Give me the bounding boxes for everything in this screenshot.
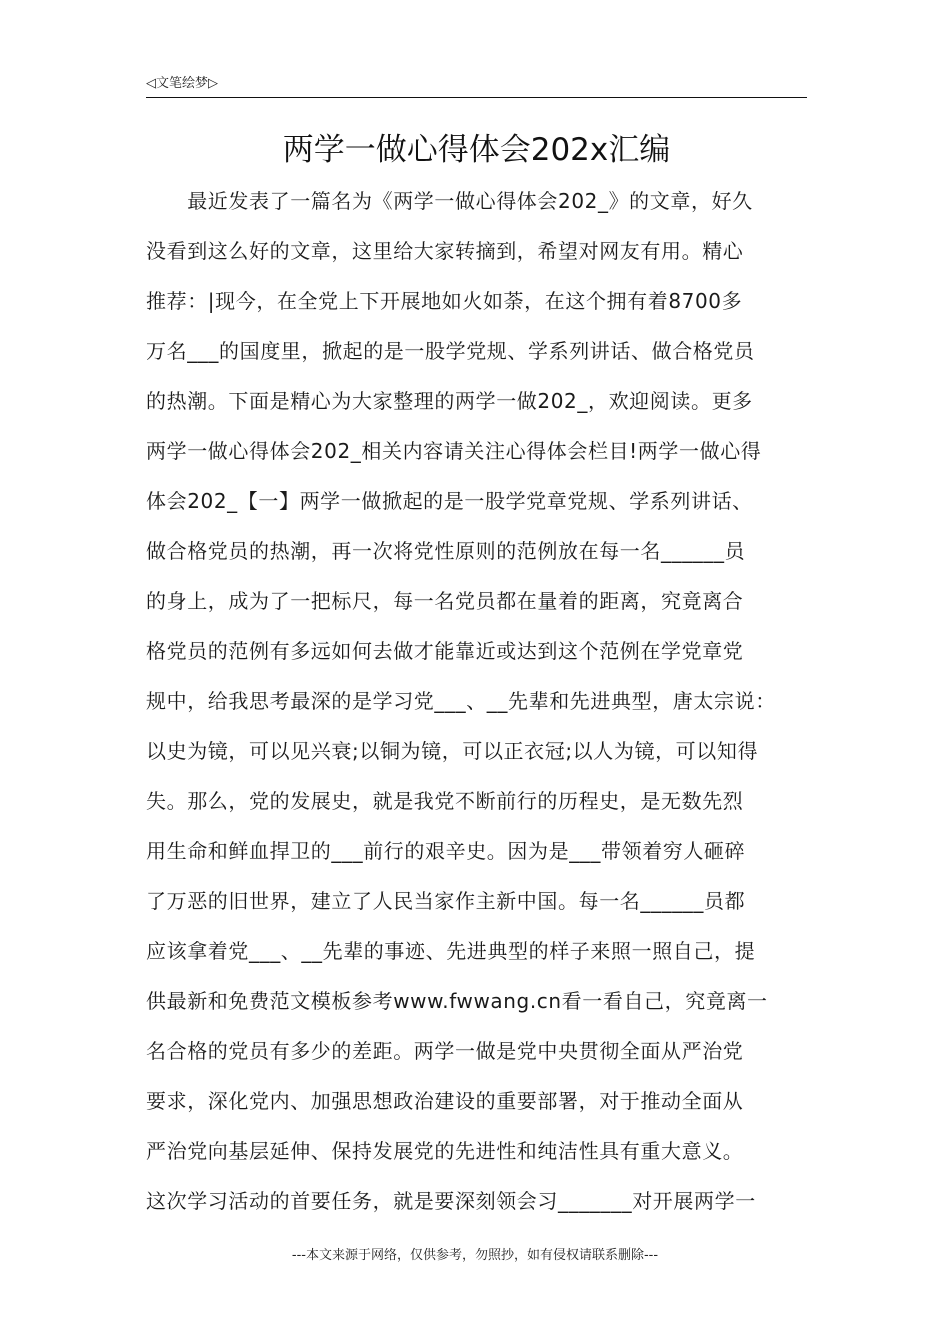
body-line: 最近发表了一篇名为《两学一做心得体会202_》的文章，好久 xyxy=(146,189,753,213)
body-line: 了万恶的旧世界，建立了人民当家作主新中国。每一名______员都 xyxy=(146,889,746,913)
body-line: 万名___的国度里，掀起的是一股学党规、学系列讲话、做合格党员 xyxy=(146,339,755,363)
body-line: 要求，深化党内、加强思想政治建设的重要部署，对于推动全面从 xyxy=(146,1089,744,1113)
body-line: 的热潮。下面是精心为大家整理的两学一做202_，欢迎阅读。更多 xyxy=(146,389,753,413)
body-line: 严治党向基层延伸、保持发展党的先进性和纯洁性具有重大意义。 xyxy=(146,1139,744,1163)
body-line: 做合格党员的热潮，再一次将党性原则的范例放在每一名______员 xyxy=(146,539,746,563)
body-line: 这次学习活动的首要任务，就是要深刻领会习_______对开展两学一 xyxy=(146,1189,756,1213)
disclaimer-footer: ---本文来源于网络，仅供参考，勿照抄，如有侵权请联系删除--- xyxy=(291,1248,659,1263)
body-line: 名合格的党员有多少的差距。两学一做是党中央贯彻全面从严治党 xyxy=(146,1039,744,1063)
body-line: 格党员的范例有多远如何去做才能靠近或达到这个范例在学党章党 xyxy=(146,639,744,663)
header-divider xyxy=(146,97,807,98)
body-line: 没看到这么好的文章，这里给大家转摘到，希望对网友有用。精心 xyxy=(146,239,744,263)
running-header: ◁文笔绘梦▷ xyxy=(146,76,218,91)
body-line: 的身上，成为了一把标尺，每一名党员都在量着的距离，究竟离合 xyxy=(146,589,744,613)
body-line: 失。那么，党的发展史，就是我党不断前行的历程史，是无数先烈 xyxy=(146,789,744,813)
body-line: 两学一做心得体会202_相关内容请关注心得体会栏目!两学一做心得 xyxy=(146,439,762,463)
body-line: 用生命和鲜血捍卫的___前行的艰辛史。因为是___带领着穷人砸碎 xyxy=(146,839,746,863)
body-line: 供最新和免费范文模板参考www.fwwang.cn看一看自己，究竟离一 xyxy=(146,989,768,1013)
body-line: 规中，给我思考最深的是学习党___、__先辈和先进典型，唐太宗说： xyxy=(146,689,776,713)
document-body xyxy=(146,176,821,1226)
body-line: 体会202_【一】两学一做掀起的是一股学党章党规、学系列讲话、 xyxy=(146,489,753,513)
body-line: 推荐：|现今，在全党上下开展地如火如荼，在这个拥有着8700多 xyxy=(146,289,743,313)
body-line: 应该拿着党___、__先辈的事迹、先进典型的样子来照一照自己，提 xyxy=(146,939,756,963)
document-title: 两学一做心得体会202x汇编 xyxy=(282,132,671,168)
body-line: 以史为镜，可以见兴衰;以铜为镜，可以正衣冠;以人为镜，可以知得 xyxy=(146,739,759,763)
